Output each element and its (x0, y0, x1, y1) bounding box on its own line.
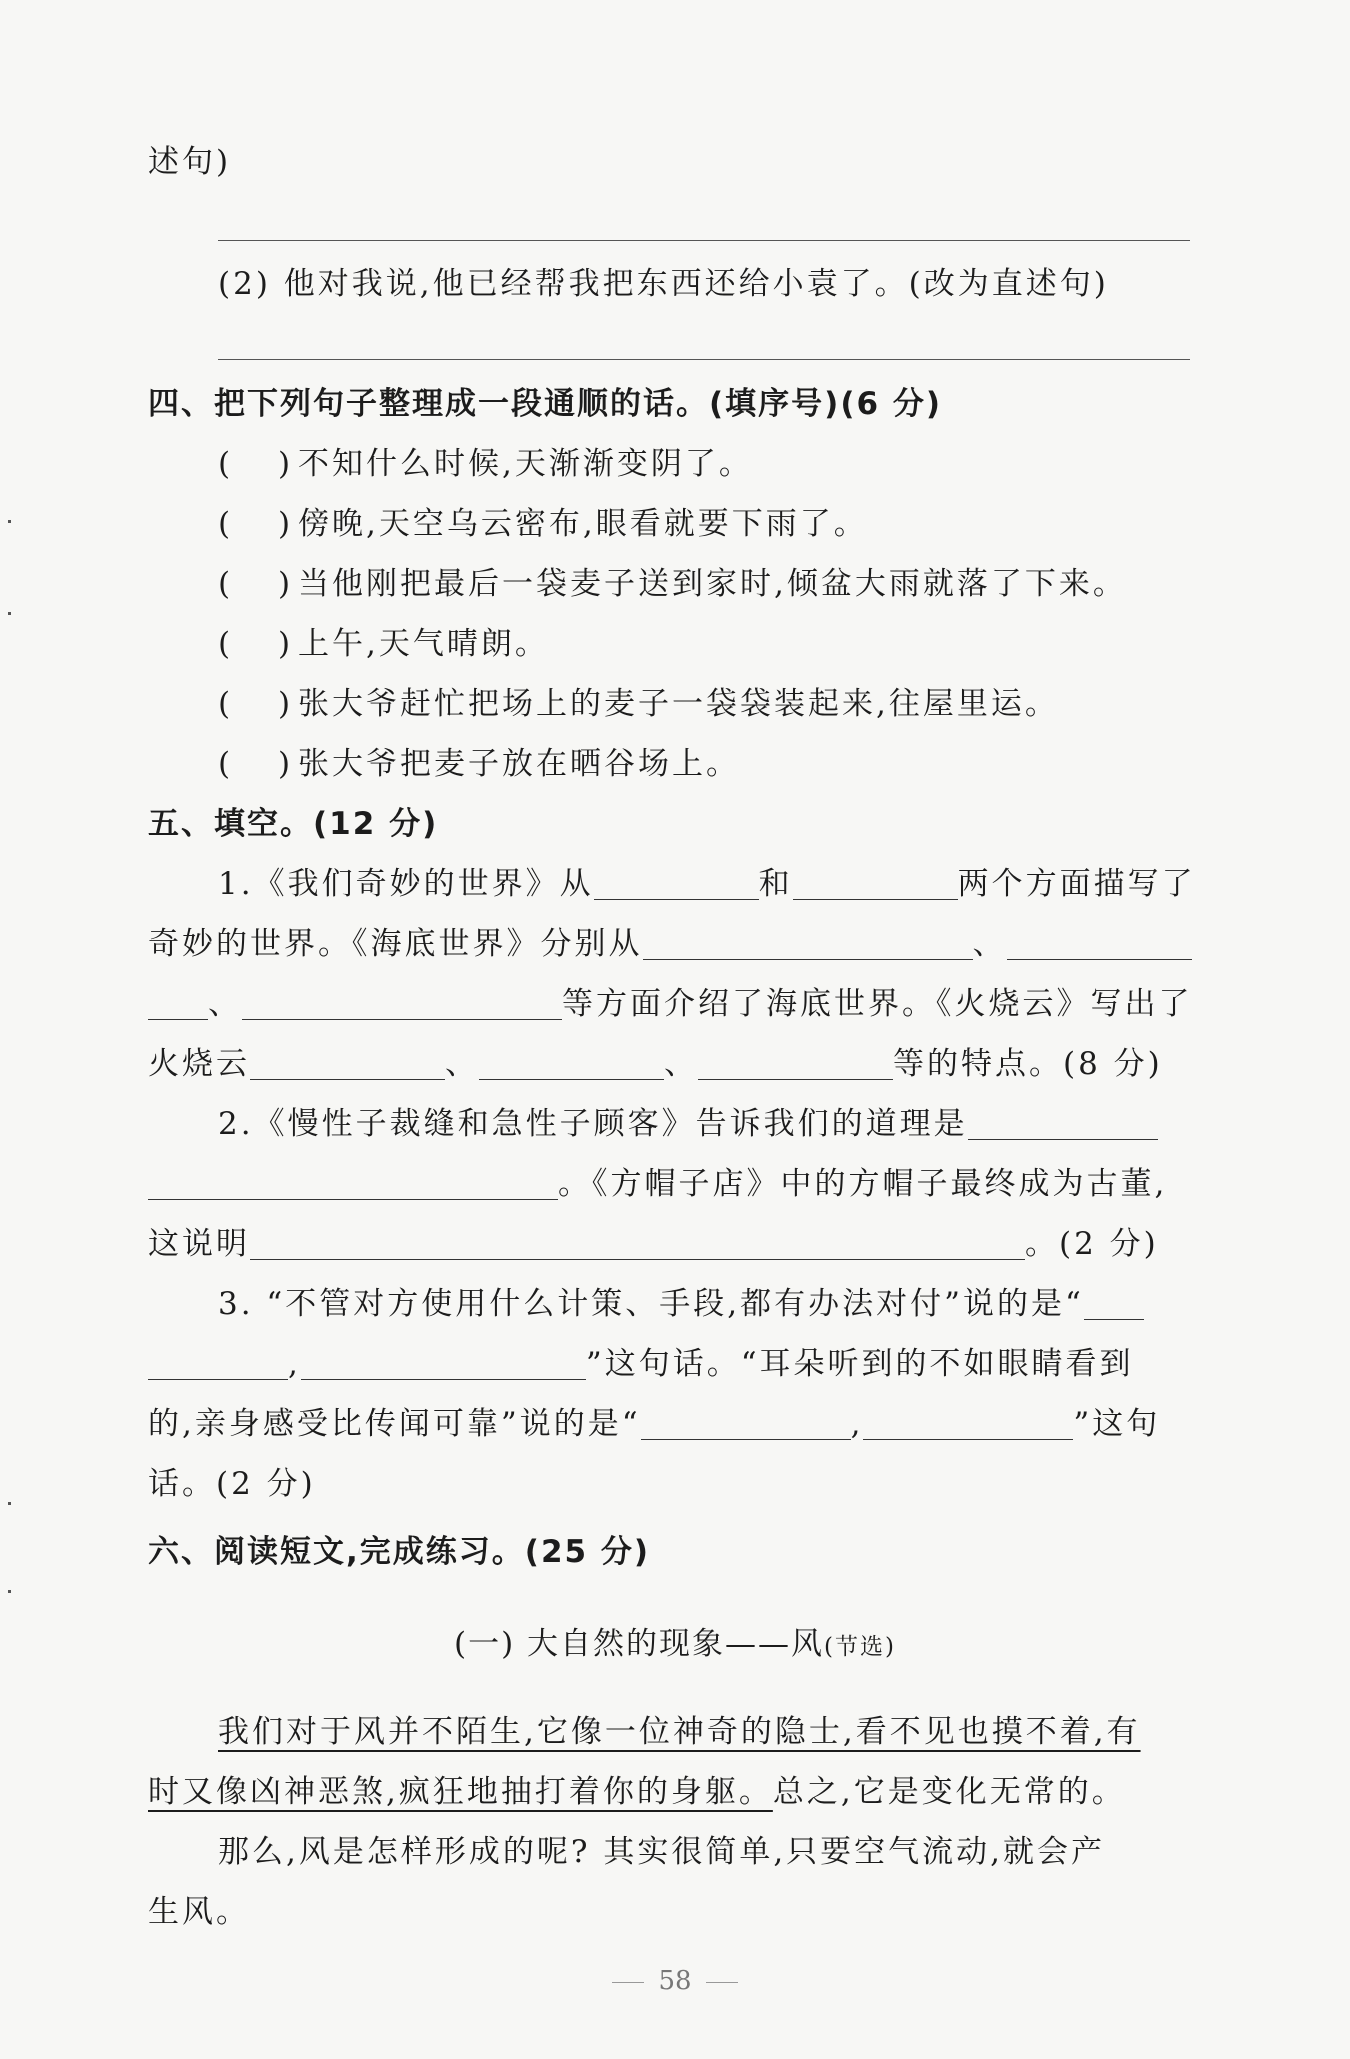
fill-blank[interactable] (301, 1349, 586, 1380)
passage-line: 生风。 (148, 1894, 250, 1930)
passage-line: 时又像凶神恶煞,疯狂地抽打着你的身躯。总之,它是变化无常的。 (148, 1774, 1126, 1810)
q3-tail-text: 述句) (148, 144, 232, 180)
underlined-text: 时又像凶神恶煞,疯狂地抽打着你的身躯。 (148, 1774, 773, 1810)
q5-heading: 五、填空。(12 分) (148, 806, 439, 842)
q5-line: 的,亲身感受比传闻可靠”说的是“ , ”这句 (148, 1406, 1161, 1442)
binding-mark (8, 1502, 11, 1505)
fill-blank[interactable] (1084, 1289, 1144, 1320)
q3-item-2: (2) 他对我说,他已经帮我把东西还给小袁了。(改为直述句) (218, 266, 1109, 302)
order-item-text: 张大爷赶忙把场上的麦子一袋袋装起来,往屋里运。 (298, 686, 1059, 722)
passage-title: (一) 大自然的现象——风(节选) (454, 1626, 896, 1662)
q6-heading: 六、阅读短文,完成练习。(25 分) (148, 1534, 651, 1570)
fill-blank[interactable] (641, 1409, 851, 1440)
fill-blank[interactable] (148, 1169, 558, 1200)
passage-line (218, 1710, 1190, 1754)
q5-line: 奇妙的世界。《海底世界》分别从 、 (148, 922, 1190, 966)
answer-line[interactable] (218, 240, 1190, 241)
q5-line: , ”这句话。“耳朵听到的不如眼睛看到 (148, 1342, 1190, 1386)
binding-mark (8, 612, 11, 615)
fill-blank[interactable] (479, 1049, 664, 1080)
order-blank[interactable]: ( (218, 506, 234, 542)
order-item: ( ) 张大爷赶忙把场上的麦子一袋袋装起来,往屋里运。 (218, 682, 1190, 726)
order-item-text: 不知什么时候,天渐渐变阴了。 (298, 446, 753, 482)
order-item-text: 上午,天气晴朗。 (298, 626, 549, 662)
order-item: ( ) 傍晚,天空乌云密布,眼看就要下雨了。 (218, 502, 1190, 546)
order-item-text: 当他刚把最后一袋麦子送到家时,倾盆大雨就落了下来。 (298, 566, 1127, 602)
fill-blank[interactable] (148, 989, 208, 1020)
q4-heading: 四、把下列句子整理成一段通顺的话。(填序号)(6 分) (148, 386, 943, 422)
order-item: ( ) 张大爷把麦子放在晒谷场上。 (218, 742, 1190, 786)
fill-blank[interactable] (863, 1409, 1073, 1440)
q5-line: 、 等方面介绍了海底世界。《火烧云》写出了 (148, 982, 1190, 1026)
order-item: ( ) 上午,天气晴朗。 (218, 622, 1190, 666)
binding-mark (8, 520, 11, 523)
order-item-text: 傍晚,天空乌云密布,眼看就要下雨了。 (298, 506, 868, 542)
page-number: 58 (0, 1966, 1350, 1996)
q5-line: 3. “不管对方使用什么计策、手段,都有办法对付”说的是“ (218, 1282, 1190, 1326)
q5-line: 。《方帽子店》中的方帽子最终成为古董, (148, 1162, 1190, 1206)
order-blank[interactable]: ( (218, 446, 234, 482)
fill-blank[interactable] (242, 989, 562, 1020)
q5-line: 火烧云 、 、 等的特点。(8 分) (148, 1046, 1163, 1082)
fill-blank[interactable] (643, 929, 973, 960)
fill-blank[interactable] (250, 1049, 445, 1080)
fill-blank[interactable] (793, 869, 958, 900)
order-item: ( ) 不知什么时候,天渐渐变阴了。 (218, 442, 1190, 486)
order-blank[interactable]: ( (218, 626, 234, 662)
divider (612, 1982, 644, 1983)
q5-line: 2.《慢性子裁缝和急性子顾客》告诉我们的道理是 (218, 1102, 1190, 1146)
divider (706, 1982, 738, 1983)
q5-line: 1.《我们奇妙的世界》从 和 两个方面描写了 (218, 866, 1196, 902)
fill-blank[interactable] (698, 1049, 893, 1080)
fill-blank[interactable] (968, 1109, 1158, 1140)
fill-blank[interactable] (148, 1349, 288, 1380)
fill-blank[interactable] (250, 1229, 1025, 1260)
answer-line[interactable] (218, 359, 1190, 360)
q5-line: 话。(2 分) (148, 1466, 316, 1502)
order-blank[interactable]: ( (218, 566, 234, 602)
underlined-text: 我们对于风并不陌生,它像一位神奇的隐士,看不见也摸不着,有 (218, 1714, 1141, 1750)
order-blank[interactable]: ( (218, 686, 234, 722)
q5-line: 这说明 。(2 分) (148, 1226, 1159, 1262)
passage-line: 那么,风是怎样形成的呢? 其实很简单,只要空气流动,就会产 (218, 1834, 1106, 1870)
fill-blank[interactable] (594, 869, 759, 900)
fill-blank[interactable] (1007, 929, 1192, 960)
order-item-text: 张大爷把麦子放在晒谷场上。 (298, 746, 740, 782)
order-item: ( ) 当他刚把最后一袋麦子送到家时,倾盆大雨就落了下来。 (218, 562, 1190, 606)
order-blank[interactable]: ( (218, 746, 234, 782)
binding-mark (8, 1590, 11, 1593)
